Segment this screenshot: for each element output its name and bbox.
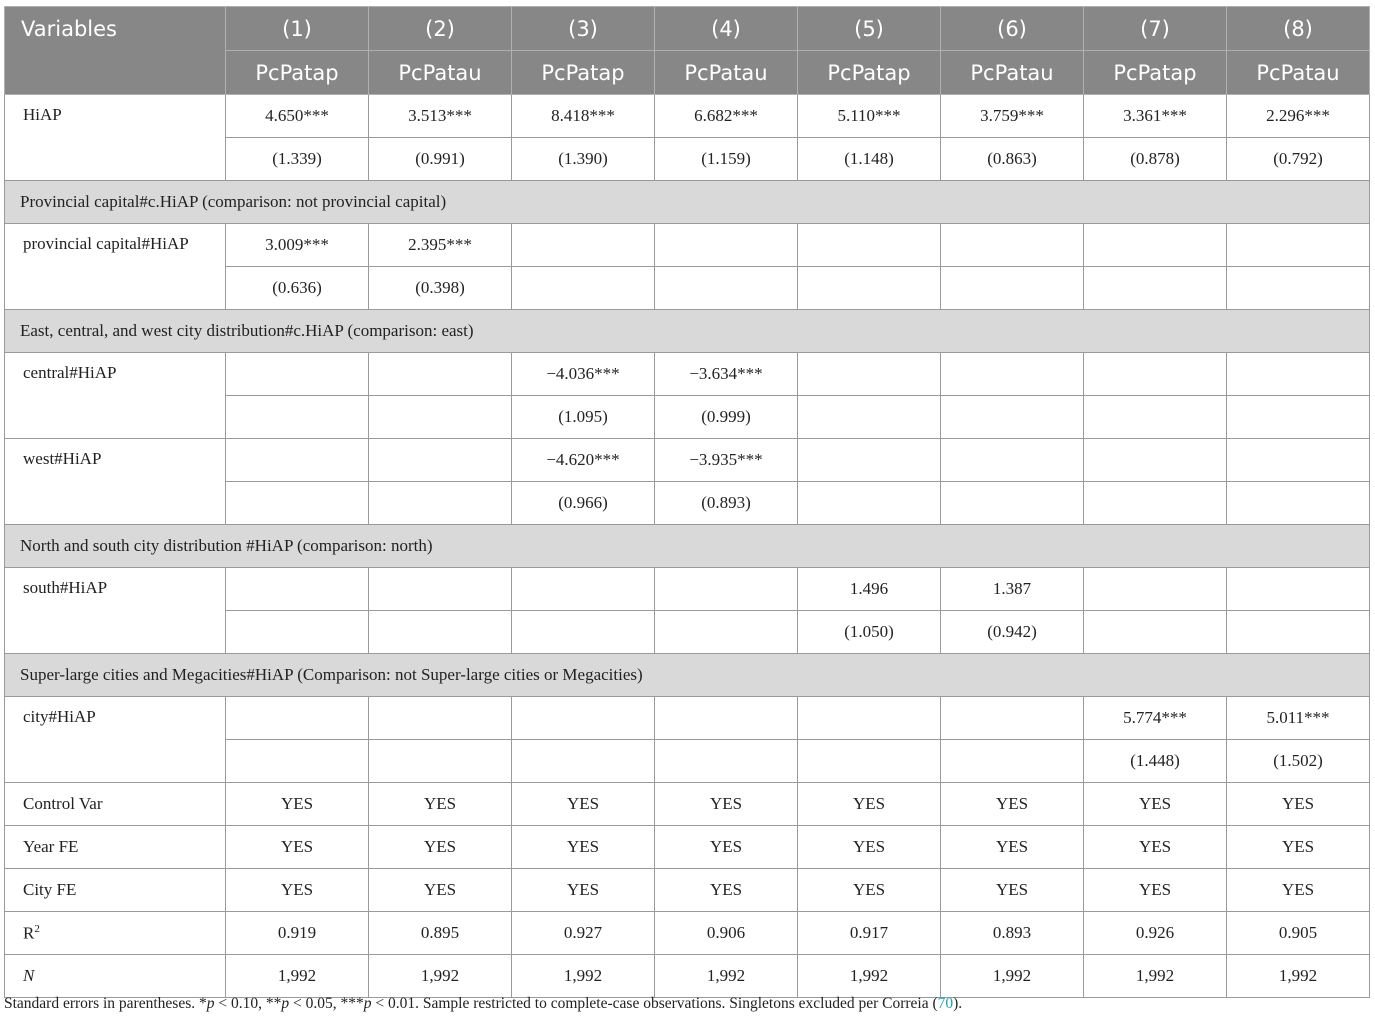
column-number: (2) [369, 7, 512, 51]
coef-cell [369, 439, 512, 482]
column-depvar: PcPatap [798, 51, 941, 95]
coef-cell [941, 439, 1084, 482]
se-cell [369, 611, 512, 654]
n-cell: 1,992 [655, 955, 798, 998]
fe-cell: YES [226, 826, 369, 869]
table-row-r2 [5, 912, 1370, 955]
coef-cell: −4.036*** [512, 353, 655, 396]
se-cell: (1.390) [512, 138, 655, 181]
column-number: (8) [1227, 7, 1370, 51]
r2-cell: 0.893 [941, 912, 1084, 955]
se-cell: (0.942) [941, 611, 1084, 654]
fe-cell: YES [1227, 783, 1370, 826]
row-label-central: central#HiAP [5, 353, 226, 439]
se-cell [1227, 267, 1370, 310]
fe-cell: YES [226, 869, 369, 912]
row-label-hiap: HiAP [5, 95, 226, 181]
se-cell: (1.159) [655, 138, 798, 181]
r2-superscript: 2 [34, 922, 40, 935]
coef-cell: −4.620*** [512, 439, 655, 482]
coef-cell [226, 439, 369, 482]
coef-cell: 1.496 [798, 568, 941, 611]
table-row-city-fe [5, 869, 1370, 912]
coef-cell: 2.395*** [369, 224, 512, 267]
se-cell: (1.095) [512, 396, 655, 439]
coef-cell [1227, 439, 1370, 482]
se-cell [655, 740, 798, 783]
coef-cell [1084, 568, 1227, 611]
coef-cell [941, 224, 1084, 267]
column-number: (1) [226, 7, 369, 51]
se-cell [512, 611, 655, 654]
column-depvar: PcPatap [512, 51, 655, 95]
coef-cell [655, 224, 798, 267]
row-label-south: south#HiAP [5, 568, 226, 654]
coef-cell: 5.774*** [1084, 697, 1227, 740]
fe-cell: YES [941, 826, 1084, 869]
column-number: (7) [1084, 7, 1227, 51]
row-label-r2 [5, 912, 226, 955]
footnote-p-symbol: p [363, 995, 372, 1012]
se-cell [941, 482, 1084, 525]
fe-cell: YES [1227, 826, 1370, 869]
table-row-central-coef [5, 353, 1370, 396]
fe-cell: YES [655, 826, 798, 869]
se-cell [226, 740, 369, 783]
coef-cell: 3.759*** [941, 95, 1084, 138]
table-row-control-var [5, 783, 1370, 826]
coef-cell [1084, 353, 1227, 396]
coef-cell [1084, 439, 1227, 482]
column-depvar: PcPatau [369, 51, 512, 95]
se-cell: (0.991) [369, 138, 512, 181]
fe-cell: YES [512, 869, 655, 912]
fe-cell: YES [1084, 869, 1227, 912]
fe-cell: YES [226, 783, 369, 826]
se-cell [512, 267, 655, 310]
table-row-provincial-capital-coef [5, 224, 1370, 267]
n-cell: 1,992 [941, 955, 1084, 998]
coef-cell: 6.682*** [655, 95, 798, 138]
n-cell: 1,992 [1084, 955, 1227, 998]
se-cell [226, 396, 369, 439]
coef-cell [369, 697, 512, 740]
column-depvar: PcPatau [655, 51, 798, 95]
se-cell: (0.999) [655, 396, 798, 439]
coef-cell: 3.361*** [1084, 95, 1227, 138]
coef-cell [369, 353, 512, 396]
fe-cell: YES [369, 783, 512, 826]
variables-header: Variables [5, 7, 226, 51]
se-cell: (0.863) [941, 138, 1084, 181]
se-cell: (1.448) [1084, 740, 1227, 783]
footnote-text: < 0.01. Sample restricted to complete-case observations. Singletons excluded per Correia ( [371, 995, 938, 1012]
row-label-provincial-capital: provincial capital#HiAP [5, 224, 226, 310]
se-cell [369, 482, 512, 525]
table-row-year-fe [5, 826, 1370, 869]
section-header-east-central-west [5, 310, 1370, 353]
row-label-year-fe: Year FE [5, 826, 226, 869]
n-cell: 1,992 [226, 955, 369, 998]
se-cell [655, 611, 798, 654]
row-label-n: N [5, 955, 226, 998]
coef-cell: 3.513*** [369, 95, 512, 138]
column-number: (4) [655, 7, 798, 51]
coef-cell [655, 568, 798, 611]
column-number: (5) [798, 7, 941, 51]
coef-cell [226, 353, 369, 396]
se-cell: (1.148) [798, 138, 941, 181]
table-row-south-coef [5, 568, 1370, 611]
r2-cell: 0.926 [1084, 912, 1227, 955]
footnote-text: < 0.05, *** [289, 995, 364, 1012]
table-row-hiap-coef [5, 95, 1370, 138]
se-cell: (0.792) [1227, 138, 1370, 181]
coef-cell [655, 697, 798, 740]
footnote-p-symbol: p [281, 995, 290, 1012]
row-label-city-fe: City FE [5, 869, 226, 912]
r2-cell: 0.905 [1227, 912, 1370, 955]
fe-cell: YES [1084, 783, 1227, 826]
coef-cell: 8.418*** [512, 95, 655, 138]
se-cell: (0.398) [369, 267, 512, 310]
se-cell [1084, 267, 1227, 310]
variables-header-spacer [5, 51, 226, 95]
table-row-city-coef [5, 697, 1370, 740]
se-cell: (0.893) [655, 482, 798, 525]
se-cell [941, 396, 1084, 439]
se-cell [369, 740, 512, 783]
coef-cell [226, 568, 369, 611]
coef-cell [226, 697, 369, 740]
coef-cell [798, 224, 941, 267]
coef-cell [512, 697, 655, 740]
se-cell [941, 740, 1084, 783]
coef-cell: −3.935*** [655, 439, 798, 482]
coef-cell: 1.387 [941, 568, 1084, 611]
fe-cell: YES [512, 783, 655, 826]
coef-cell [798, 697, 941, 740]
column-number: (6) [941, 7, 1084, 51]
n-cell: 1,992 [1227, 955, 1370, 998]
column-depvar: PcPatap [1084, 51, 1227, 95]
header-row-depvars [5, 51, 1370, 95]
section-title: Provincial capital#c.HiAP (comparison: not provincial capital) [5, 181, 1370, 224]
fe-cell: YES [1227, 869, 1370, 912]
row-label-control-var: Control Var [5, 783, 226, 826]
row-label-city: city#HiAP [5, 697, 226, 783]
n-cell: 1,992 [369, 955, 512, 998]
se-cell [1227, 396, 1370, 439]
coef-cell: 2.296*** [1227, 95, 1370, 138]
coef-cell [1084, 224, 1227, 267]
fe-cell: YES [941, 869, 1084, 912]
section-header-north-south [5, 525, 1370, 568]
se-cell [512, 740, 655, 783]
coef-cell [369, 568, 512, 611]
r2-cell: 0.906 [655, 912, 798, 955]
coef-cell: 3.009*** [226, 224, 369, 267]
se-cell: (1.502) [1227, 740, 1370, 783]
column-number: (3) [512, 7, 655, 51]
fe-cell: YES [369, 869, 512, 912]
coef-cell: 4.650*** [226, 95, 369, 138]
coef-cell [512, 224, 655, 267]
se-cell: (0.636) [226, 267, 369, 310]
r2-cell: 0.917 [798, 912, 941, 955]
coef-cell [1227, 353, 1370, 396]
section-title: Super-large cities and Megacities#HiAP (Comparison: not Super-large cities or Megacities) [5, 654, 1370, 697]
footnote-text: Standard errors in parentheses. * [4, 995, 207, 1012]
footnote-text: ). [953, 995, 963, 1012]
regression-table-container [4, 6, 1370, 998]
coef-cell: 5.011*** [1227, 697, 1370, 740]
se-cell [369, 396, 512, 439]
coef-cell [941, 353, 1084, 396]
se-cell [1084, 482, 1227, 525]
n-cell: 1,992 [798, 955, 941, 998]
coef-cell [1227, 568, 1370, 611]
coef-cell: 5.110*** [798, 95, 941, 138]
se-cell [798, 482, 941, 525]
se-cell: (1.050) [798, 611, 941, 654]
regression-table [4, 6, 1370, 998]
fe-cell: YES [798, 869, 941, 912]
coef-cell: −3.634*** [655, 353, 798, 396]
footnote-p-symbol: p [206, 995, 215, 1012]
coef-cell [798, 353, 941, 396]
se-cell [798, 740, 941, 783]
section-title: East, central, and west city distribution#c.HiAP (comparison: east) [5, 310, 1370, 353]
fe-cell: YES [655, 869, 798, 912]
se-cell [226, 611, 369, 654]
table-footnote [4, 995, 962, 1013]
column-depvar: PcPatau [941, 51, 1084, 95]
fe-cell: YES [798, 783, 941, 826]
fe-cell: YES [798, 826, 941, 869]
footnote-text: < 0.10, ** [214, 995, 282, 1012]
column-depvar: PcPatap [226, 51, 369, 95]
table-row-west-coef [5, 439, 1370, 482]
coef-cell [798, 439, 941, 482]
citation-link[interactable]: 70 [937, 995, 954, 1012]
section-title: North and south city distribution #HiAP (comparison: north) [5, 525, 1370, 568]
section-header-provincial-capital [5, 181, 1370, 224]
r2-cell: 0.927 [512, 912, 655, 955]
r2-cell: 0.895 [369, 912, 512, 955]
se-cell: (0.966) [512, 482, 655, 525]
fe-cell: YES [655, 783, 798, 826]
fe-cell: YES [941, 783, 1084, 826]
fe-cell: YES [369, 826, 512, 869]
fe-cell: YES [512, 826, 655, 869]
se-cell [1084, 611, 1227, 654]
fe-cell: YES [1084, 826, 1227, 869]
coef-cell [941, 697, 1084, 740]
se-cell [226, 482, 369, 525]
se-cell [1084, 396, 1227, 439]
table-row-n [5, 955, 1370, 998]
se-cell [798, 267, 941, 310]
se-cell [1227, 611, 1370, 654]
r2-cell: 0.919 [226, 912, 369, 955]
se-cell: (1.339) [226, 138, 369, 181]
column-depvar: PcPatau [1227, 51, 1370, 95]
r2-letter: R [23, 923, 35, 943]
coef-cell [1227, 224, 1370, 267]
se-cell [655, 267, 798, 310]
row-label-west: west#HiAP [5, 439, 226, 525]
header-row-numbers [5, 7, 1370, 51]
n-cell: 1,992 [512, 955, 655, 998]
se-cell [1227, 482, 1370, 525]
coef-cell [512, 568, 655, 611]
section-header-megacities [5, 654, 1370, 697]
se-cell [798, 396, 941, 439]
se-cell: (0.878) [1084, 138, 1227, 181]
se-cell [941, 267, 1084, 310]
